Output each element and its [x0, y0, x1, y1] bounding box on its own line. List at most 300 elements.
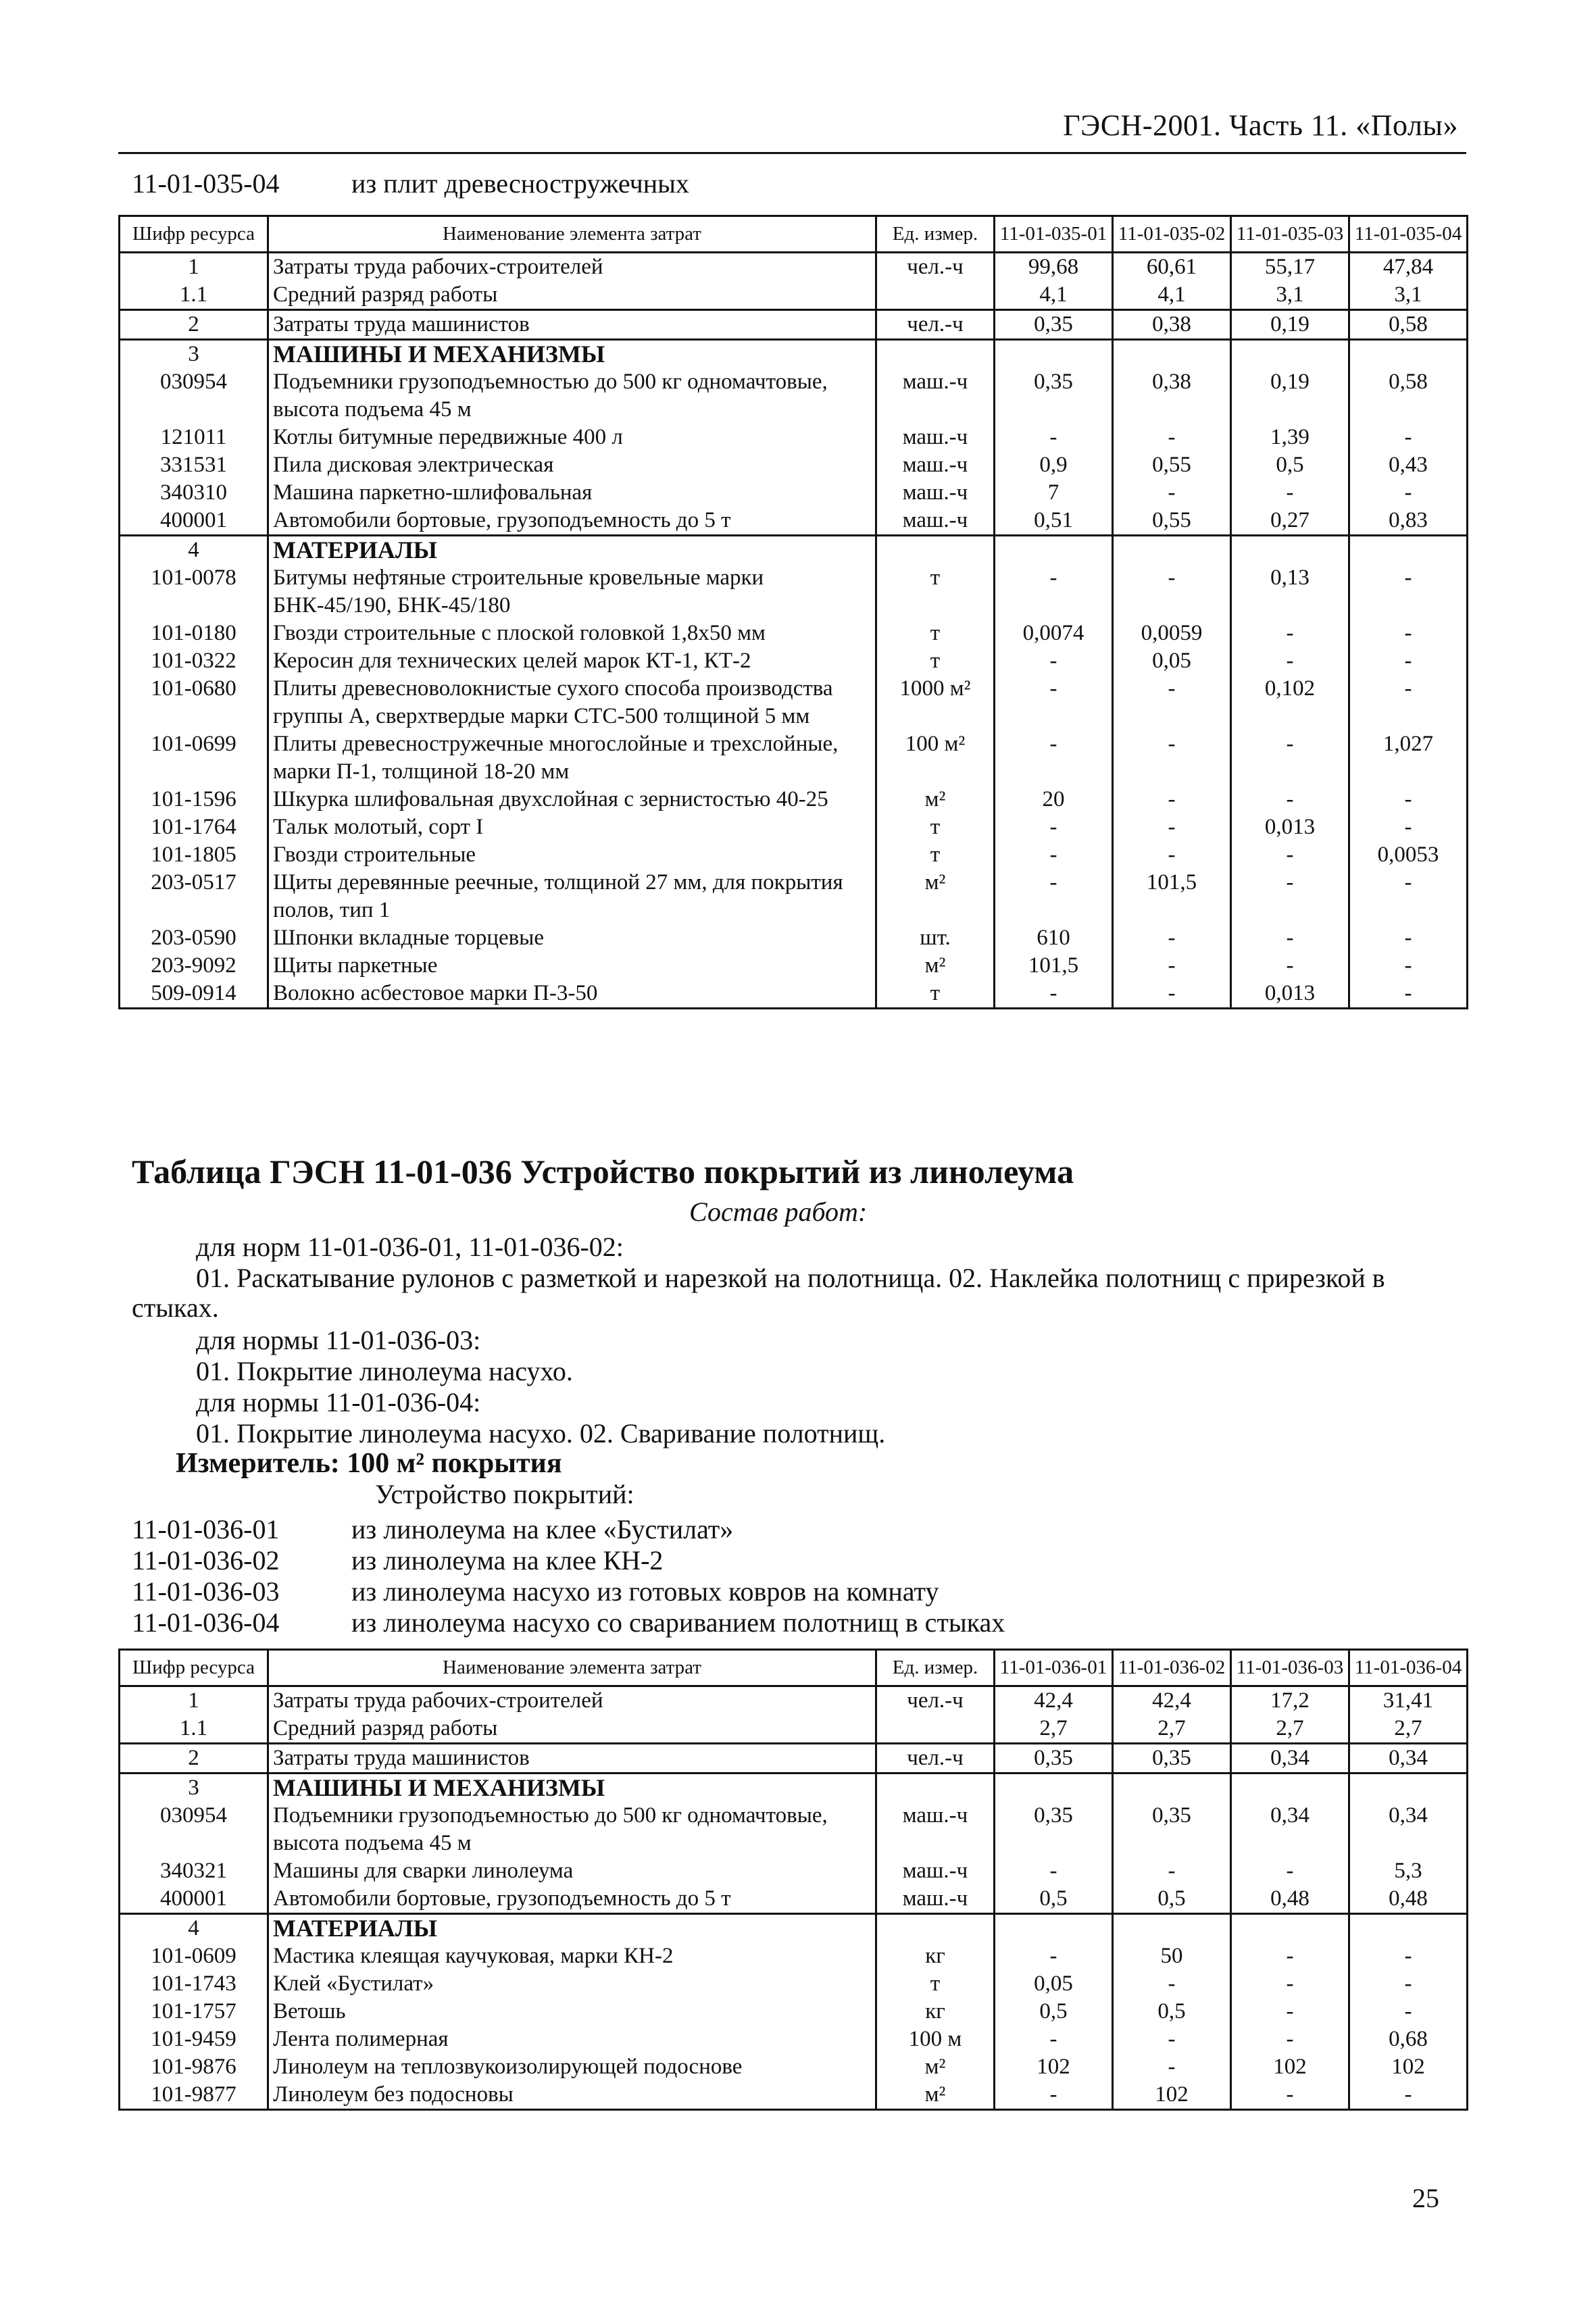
resource-code-cell: 101-0078: [120, 564, 268, 620]
table-row: [120, 310, 1468, 340]
resource-name-cell: Гвозди строительные: [268, 841, 876, 869]
value-cell: 0,013: [1231, 980, 1349, 1009]
resource-code-cell: 340321: [120, 1857, 268, 1885]
table-row: [120, 1715, 1468, 1744]
value-cell: [995, 536, 1113, 565]
value-cell: -: [1349, 869, 1468, 924]
resource-name-cell: Керосин для технических целей марок КТ-1, КТ-2: [268, 647, 876, 675]
unit-cell: т: [876, 647, 995, 675]
value-cell: 2,7: [1231, 1715, 1349, 1744]
value-cell: [1349, 340, 1468, 369]
value-cell: -: [1349, 786, 1468, 813]
resource-name-cell: Средний разряд работы: [268, 281, 876, 310]
value-cell: 102: [995, 2053, 1113, 2081]
value-cell: 0,13: [1231, 564, 1349, 620]
value-cell: 1,39: [1231, 424, 1349, 451]
unit-cell: маш.-ч: [876, 1885, 995, 1914]
value-cell: 2,7: [995, 1715, 1113, 1744]
value-cell: -: [995, 564, 1113, 620]
value-cell: -: [1349, 479, 1468, 507]
table-row: [120, 1802, 1468, 1857]
value-cell: 102: [1349, 2053, 1468, 2081]
resource-name-cell: Машины для сварки линолеума: [268, 1857, 876, 1885]
value-cell: -: [1349, 813, 1468, 841]
resource-code-cell: 101-0609: [120, 1942, 268, 1970]
resource-code-cell: 1.1: [120, 281, 268, 310]
value-cell: 0,58: [1349, 368, 1468, 424]
header-col-4: 11-01-035-04: [1349, 216, 1468, 253]
value-cell: 0,55: [1113, 451, 1231, 479]
table-row: [120, 1998, 1468, 2026]
value-cell: -: [1113, 424, 1231, 451]
value-cell: -: [1113, 2026, 1231, 2053]
resource-name-cell: Тальк молотый, сорт I: [268, 813, 876, 841]
table-row: [120, 253, 1468, 282]
header-unit: Ед. измер.: [876, 1650, 995, 1686]
value-cell: 0,35: [1113, 1802, 1231, 1857]
value-cell: -: [1231, 1998, 1349, 2026]
resource-name-cell: МАШИНЫ И МЕХАНИЗМЫ: [268, 1774, 876, 1803]
resource-code-cell: 3: [120, 340, 268, 369]
resource-code-cell: 1: [120, 1686, 268, 1715]
resource-name-cell: Шпонки вкладные торцевые: [268, 924, 876, 952]
value-cell: 0,34: [1349, 1744, 1468, 1774]
unit-cell: м²: [876, 869, 995, 924]
value-cell: 0,102: [1231, 675, 1349, 730]
composition-line: 01. Покрытие линолеума насухо.: [196, 1356, 573, 1386]
resource-name-cell: Щиты деревянные реечные, толщиной 27 мм, для покрытия полов, тип 1: [268, 869, 876, 924]
value-cell: 102: [1113, 2081, 1231, 2110]
resource-name-cell: Плиты древесноволокнистые сухого способа производства группы А, сверхтвердые марки СТС-500 толщиной 5 мм: [268, 675, 876, 730]
value-cell: [995, 1914, 1113, 1943]
unit-cell: маш.-ч: [876, 424, 995, 451]
table-row: [120, 1857, 1468, 1885]
resource-name-cell: Средний разряд работы: [268, 1715, 876, 1744]
norm-code: 11-01-036-04: [132, 1607, 280, 1638]
table-row: [120, 564, 1468, 620]
value-cell: 42,4: [995, 1686, 1113, 1715]
resource-name-cell: Шкурка шлифовальная двухслойная с зернистостью 40-25: [268, 786, 876, 813]
value-cell: -: [995, 730, 1113, 786]
resource-name-cell: МАТЕРИАЛЫ: [268, 1914, 876, 1943]
table-row: [120, 1744, 1468, 1774]
value-cell: -: [1113, 1857, 1231, 1885]
resource-name-cell: МАТЕРИАЛЫ: [268, 536, 876, 565]
norm-code: 11-01-036-01: [132, 1514, 280, 1544]
unit-cell: [876, 1715, 995, 1744]
value-cell: 0,83: [1349, 507, 1468, 536]
norm-text: из линолеума на клее «Бустилат»: [351, 1514, 734, 1544]
value-cell: 0,27: [1231, 507, 1349, 536]
unit-cell: кг: [876, 1998, 995, 2026]
value-cell: 0,5: [995, 1885, 1113, 1914]
value-cell: -: [995, 1942, 1113, 1970]
value-cell: 99,68: [995, 253, 1113, 282]
table-row: [120, 620, 1468, 647]
table-row: [120, 1885, 1468, 1914]
value-cell: -: [1231, 647, 1349, 675]
resource-code-cell: 340310: [120, 479, 268, 507]
value-cell: 5,3: [1349, 1857, 1468, 1885]
unit-cell: 100 м²: [876, 730, 995, 786]
value-cell: [1349, 536, 1468, 565]
norm-line: [132, 1513, 1416, 1546]
value-cell: 42,4: [1113, 1686, 1231, 1715]
table-header-row: [120, 1650, 1468, 1686]
resource-code-cell: 331531: [120, 451, 268, 479]
resource-code-cell: 4: [120, 1914, 268, 1943]
resource-name-cell: Мастика клеящая каучуковая, марки КН-2: [268, 1942, 876, 1970]
resource-name-cell: Автомобили бортовые, грузоподъемность до 5 т: [268, 507, 876, 536]
value-cell: -: [995, 2026, 1113, 2053]
value-cell: 0,68: [1349, 2026, 1468, 2053]
value-cell: -: [1231, 730, 1349, 786]
value-cell: -: [995, 813, 1113, 841]
unit-cell: т: [876, 1970, 995, 1998]
value-cell: 0,58: [1349, 310, 1468, 340]
value-cell: -: [995, 980, 1113, 1009]
value-cell: 31,41: [1349, 1686, 1468, 1715]
norm-code: 11-01-036-03: [132, 1576, 280, 1607]
unit-cell: 100 м: [876, 2026, 995, 2053]
value-cell: 0,0053: [1349, 841, 1468, 869]
section-row: [120, 340, 1468, 369]
section-title: Таблица ГЭСН 11-01-036 Устройство покрытий из линолеума: [132, 1153, 1074, 1190]
value-cell: [995, 1774, 1113, 1803]
value-cell: -: [1113, 841, 1231, 869]
value-cell: 0,5: [995, 1998, 1113, 2026]
value-cell: 101,5: [995, 952, 1113, 980]
resource-code-cell: 101-1757: [120, 1998, 268, 2026]
value-cell: 0,48: [1231, 1885, 1349, 1914]
resource-code-cell: 3: [120, 1774, 268, 1803]
resource-name-cell: Волокно асбестовое марки П-3-50: [268, 980, 876, 1009]
resource-code-cell: 101-0699: [120, 730, 268, 786]
unit-cell: чел.-ч: [876, 1686, 995, 1715]
value-cell: 0,55: [1113, 507, 1231, 536]
resource-code-cell: 101-1764: [120, 813, 268, 841]
table-row: [120, 647, 1468, 675]
value-cell: 60,61: [1113, 253, 1231, 282]
resource-name-cell: Гвозди строительные с плоской головкой 1,8х50 мм: [268, 620, 876, 647]
value-cell: -: [995, 675, 1113, 730]
resource-name-cell: МАШИНЫ И МЕХАНИЗМЫ: [268, 340, 876, 369]
unit-cell: маш.-ч: [876, 1802, 995, 1857]
value-cell: -: [1231, 841, 1349, 869]
value-cell: [1113, 536, 1231, 565]
resource-code-cell: 1: [120, 253, 268, 282]
value-cell: 2,7: [1349, 1715, 1468, 1744]
top-subheading: [132, 168, 1145, 201]
table-row: [120, 479, 1468, 507]
value-cell: 4,1: [1113, 281, 1231, 310]
composition-line: для нормы 11-01-036-04:: [196, 1387, 481, 1417]
value-cell: -: [1231, 952, 1349, 980]
value-cell: -: [995, 2081, 1113, 2110]
value-cell: 0,43: [1349, 451, 1468, 479]
unit-cell: кг: [876, 1942, 995, 1970]
section-row: [120, 1774, 1468, 1803]
composition-title: Состав работ:: [689, 1197, 868, 1227]
resource-code-cell: 101-1743: [120, 1970, 268, 1998]
resource-code-cell: 101-9459: [120, 2026, 268, 2053]
value-cell: 4,1: [995, 281, 1113, 310]
resource-code-cell: 101-0180: [120, 620, 268, 647]
table-header-row: [120, 216, 1468, 253]
value-cell: 610: [995, 924, 1113, 952]
resource-code-cell: 101-1596: [120, 786, 268, 813]
unit-cell: т: [876, 564, 995, 620]
value-cell: -: [1113, 952, 1231, 980]
value-cell: -: [1349, 2081, 1468, 2110]
table-row: [120, 451, 1468, 479]
header-col-2: 11-01-036-02: [1113, 1650, 1231, 1686]
composition-line: 01. Покрытие линолеума насухо. 02. Сваривание полотнищ.: [196, 1418, 886, 1449]
resource-name-cell: Линолеум на теплозвукоизолирующей подоснове: [268, 2053, 876, 2081]
table-row: [120, 675, 1468, 730]
unit-cell: [876, 1914, 995, 1943]
value-cell: -: [1349, 952, 1468, 980]
header-name: Наименование элемента затрат: [268, 1650, 876, 1686]
resource-code-cell: 2: [120, 310, 268, 340]
top-subheading-text: из плит древесностружечных: [351, 168, 690, 199]
value-cell: 0,48: [1349, 1885, 1468, 1914]
value-cell: 0,38: [1113, 368, 1231, 424]
value-cell: 0,5: [1231, 451, 1349, 479]
table-row: [120, 786, 1468, 813]
resource-code-cell: 101-9876: [120, 2053, 268, 2081]
header-col-3: 11-01-035-03: [1231, 216, 1349, 253]
value-cell: 102: [1231, 2053, 1349, 2081]
value-cell: -: [1349, 647, 1468, 675]
composition-line: стыках.: [132, 1292, 219, 1323]
value-cell: 101,5: [1113, 869, 1231, 924]
value-cell: -: [1113, 730, 1231, 786]
value-cell: -: [1231, 1970, 1349, 1998]
resource-code-cell: 400001: [120, 1885, 268, 1914]
unit-cell: чел.-ч: [876, 310, 995, 340]
section-row: [120, 1914, 1468, 1943]
table-row: [120, 869, 1468, 924]
value-cell: -: [1113, 675, 1231, 730]
value-cell: -: [1113, 813, 1231, 841]
table-row: [120, 507, 1468, 536]
header-name: Наименование элемента затрат: [268, 216, 876, 253]
unit-cell: чел.-ч: [876, 253, 995, 282]
composition-line: для нормы 11-01-036-03:: [196, 1325, 481, 1355]
unit-cell: маш.-ч: [876, 1857, 995, 1885]
subsection-intro: Устройство покрытий:: [375, 1479, 634, 1509]
value-cell: 20: [995, 786, 1113, 813]
value-cell: -: [1231, 2026, 1349, 2053]
resource-code-cell: 101-1805: [120, 841, 268, 869]
table-row: [120, 2026, 1468, 2053]
resource-code-cell: 030954: [120, 1802, 268, 1857]
table-row: [120, 2053, 1468, 2081]
unit-cell: 1000 м²: [876, 675, 995, 730]
table-row: [120, 368, 1468, 424]
value-cell: [1113, 1914, 1231, 1943]
resource-name-cell: Котлы битумные передвижные 400 л: [268, 424, 876, 451]
value-cell: [1231, 1914, 1349, 1943]
value-cell: 0,35: [995, 368, 1113, 424]
table-row: [120, 2081, 1468, 2110]
value-cell: -: [1231, 786, 1349, 813]
table-row: [120, 1686, 1468, 1715]
value-cell: -: [1231, 1942, 1349, 1970]
composition-line: 01. Раскатывание рулонов с разметкой и нарезкой на полотнища. 02. Наклейка полотнищ с прирезкой в: [196, 1263, 1385, 1293]
header-col-1: 11-01-036-01: [995, 1650, 1113, 1686]
value-cell: 0,19: [1231, 310, 1349, 340]
value-cell: 2,7: [1113, 1715, 1231, 1744]
resource-name-cell: Клей «Бустилат»: [268, 1970, 876, 1998]
value-cell: -: [1231, 479, 1349, 507]
unit-cell: шт.: [876, 924, 995, 952]
value-cell: 17,2: [1231, 1686, 1349, 1715]
value-cell: -: [1113, 980, 1231, 1009]
value-cell: -: [1113, 924, 1231, 952]
table-row: [120, 1942, 1468, 1970]
unit-cell: маш.-ч: [876, 479, 995, 507]
value-cell: 0,35: [995, 1744, 1113, 1774]
value-cell: 0,34: [1231, 1802, 1349, 1857]
table-row: [120, 1970, 1468, 1998]
value-cell: 0,0074: [995, 620, 1113, 647]
unit-cell: м²: [876, 2053, 995, 2081]
value-cell: -: [1231, 620, 1349, 647]
header-unit: Ед. измер.: [876, 216, 995, 253]
norm-text: из линолеума насухо из готовых ковров на комнату: [351, 1576, 939, 1607]
resource-name-cell: Ветошь: [268, 1998, 876, 2026]
value-cell: -: [995, 424, 1113, 451]
norm-code: 11-01-036-02: [132, 1545, 280, 1576]
value-cell: 3,1: [1349, 281, 1468, 310]
resource-name-cell: Битумы нефтяные строительные кровельные марки БНК-45/190, БНК-45/180: [268, 564, 876, 620]
header-rule: [118, 152, 1466, 154]
resource-name-cell: Затраты труда рабочих-строителей: [268, 253, 876, 282]
value-cell: [1231, 536, 1349, 565]
resource-table-036: [118, 1649, 1468, 2111]
table-row: [120, 730, 1468, 786]
value-cell: 0,35: [995, 310, 1113, 340]
value-cell: -: [995, 869, 1113, 924]
value-cell: -: [1349, 924, 1468, 952]
top-subheading-code: 11-01-035-04: [132, 168, 280, 199]
value-cell: -: [995, 1857, 1113, 1885]
unit-cell: маш.-ч: [876, 507, 995, 536]
unit-cell: м²: [876, 952, 995, 980]
value-cell: -: [1113, 786, 1231, 813]
unit-cell: м²: [876, 786, 995, 813]
value-cell: [995, 340, 1113, 369]
value-cell: -: [1231, 869, 1349, 924]
header-code: Шифр ресурса: [120, 1650, 268, 1686]
value-cell: -: [1349, 564, 1468, 620]
value-cell: 0,35: [995, 1802, 1113, 1857]
resource-name-cell: Автомобили бортовые, грузоподъемность до 5 т: [268, 1885, 876, 1914]
norm-line: [132, 1544, 1416, 1577]
unit-cell: маш.-ч: [876, 368, 995, 424]
header-col-4: 11-01-036-04: [1349, 1650, 1468, 1686]
value-cell: -: [1349, 1942, 1468, 1970]
header-code: Шифр ресурса: [120, 216, 268, 253]
unit-cell: м²: [876, 2081, 995, 2110]
header-col-2: 11-01-035-02: [1113, 216, 1231, 253]
table-row: [120, 424, 1468, 451]
table-row: [120, 841, 1468, 869]
value-cell: 0,38: [1113, 310, 1231, 340]
value-cell: [1231, 340, 1349, 369]
value-cell: [1113, 1774, 1231, 1803]
value-cell: 1,027: [1349, 730, 1468, 786]
value-cell: 50: [1113, 1942, 1231, 1970]
composition-line: для норм 11-01-036-01, 11-01-036-02:: [196, 1232, 624, 1262]
norm-line: [132, 1576, 1416, 1608]
value-cell: -: [1349, 620, 1468, 647]
resource-name-cell: Затраты труда машинистов: [268, 1744, 876, 1774]
value-cell: 0,35: [1113, 1744, 1231, 1774]
value-cell: 0,51: [995, 507, 1113, 536]
norm-line: [132, 1607, 1416, 1639]
resource-code-cell: 121011: [120, 424, 268, 451]
unit-cell: [876, 536, 995, 565]
resource-code-cell: 1.1: [120, 1715, 268, 1744]
resource-code-cell: 101-9877: [120, 2081, 268, 2110]
resource-table-035: [118, 215, 1468, 1009]
value-cell: -: [1349, 675, 1468, 730]
resource-name-cell: Подъемники грузоподъемностью до 500 кг одномачтовые, высота подъема 45 м: [268, 1802, 876, 1857]
norm-text: из линолеума на клее КН-2: [351, 1545, 664, 1576]
section-row: [120, 536, 1468, 565]
table-row: [120, 281, 1468, 310]
value-cell: -: [1349, 1998, 1468, 2026]
value-cell: -: [995, 647, 1113, 675]
value-cell: 0,05: [995, 1970, 1113, 1998]
value-cell: 0,5: [1113, 1885, 1231, 1914]
header-col-1: 11-01-035-01: [995, 216, 1113, 253]
value-cell: 7: [995, 479, 1113, 507]
resource-name-cell: Щиты паркетные: [268, 952, 876, 980]
value-cell: 0,19: [1231, 368, 1349, 424]
value-cell: -: [1113, 2053, 1231, 2081]
value-cell: [1113, 340, 1231, 369]
unit-cell: чел.-ч: [876, 1744, 995, 1774]
value-cell: -: [995, 841, 1113, 869]
resource-name-cell: Машина паркетно-шлифовальная: [268, 479, 876, 507]
header-col-3: 11-01-036-03: [1231, 1650, 1349, 1686]
value-cell: 0,013: [1231, 813, 1349, 841]
resource-code-cell: 203-0590: [120, 924, 268, 952]
value-cell: [1349, 1774, 1468, 1803]
value-cell: 3,1: [1231, 281, 1349, 310]
resource-name-cell: Лента полимерная: [268, 2026, 876, 2053]
norm-text: из линолеума насухо со свариванием полотнищ в стыках: [351, 1607, 1005, 1638]
unit-cell: [876, 1774, 995, 1803]
value-cell: 0,5: [1113, 1998, 1231, 2026]
value-cell: -: [1231, 1857, 1349, 1885]
unit-cell: т: [876, 841, 995, 869]
value-cell: -: [1349, 980, 1468, 1009]
running-header: ГЭСН-2001. Часть 11. «Полы»: [1063, 109, 1458, 142]
resource-code-cell: 509-0914: [120, 980, 268, 1009]
value-cell: 0,9: [995, 451, 1113, 479]
resource-name-cell: Плиты древесностружечные многослойные и трехслойные, марки П-1, толщиной 18-20 мм: [268, 730, 876, 786]
resource-code-cell: 4: [120, 536, 268, 565]
unit-cell: [876, 281, 995, 310]
table-row: [120, 813, 1468, 841]
resource-code-cell: 203-0517: [120, 869, 268, 924]
value-cell: 0,34: [1349, 1802, 1468, 1857]
